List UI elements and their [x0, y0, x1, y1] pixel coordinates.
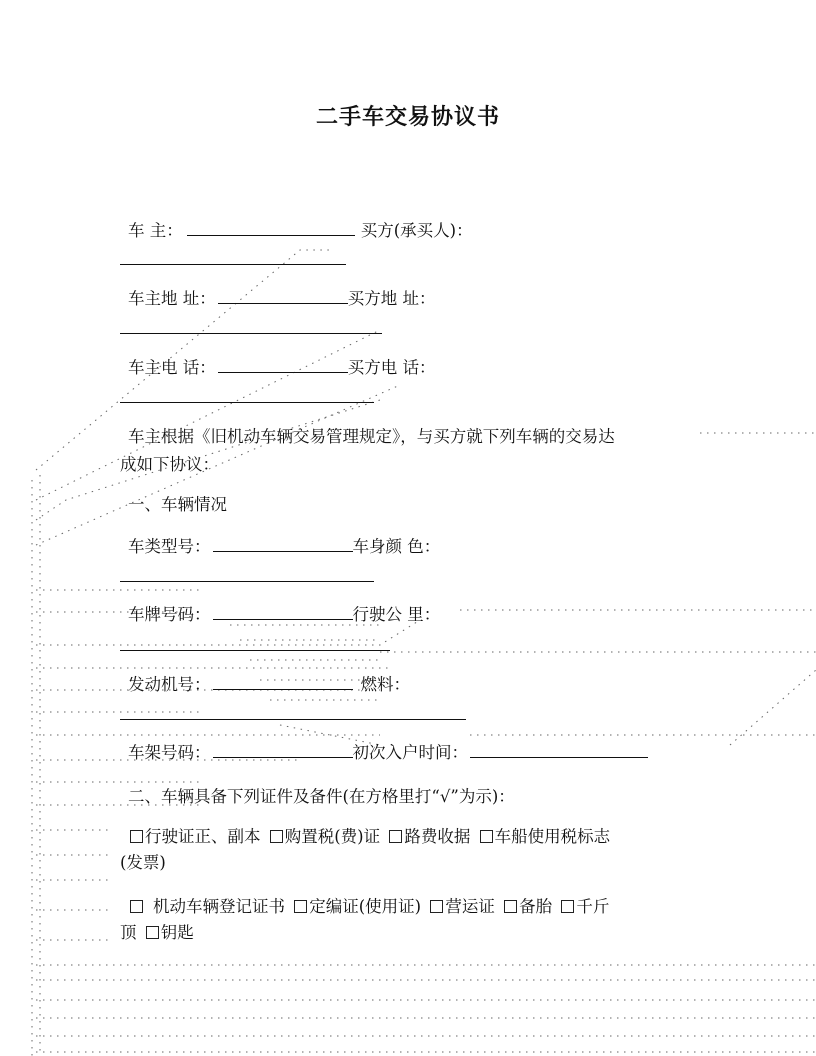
- owner-address-blank: [218, 288, 348, 304]
- doc-item-jack: 千斤: [576, 897, 610, 916]
- doc-item-license: 行驶证正、副本: [145, 827, 261, 846]
- model-blank: [213, 536, 353, 552]
- model-label: 车类型号：: [128, 537, 211, 556]
- doc-item-spare-tire: 备胎: [519, 897, 553, 916]
- engine-label: 发动机号：: [128, 675, 211, 694]
- frame-label: 车架号码：: [128, 743, 211, 762]
- register-blank: [470, 742, 648, 758]
- doc-item-jack-wrap: 顶: [120, 923, 137, 942]
- intro-line-2: 成如下协议：: [120, 455, 219, 474]
- buyer-blank: [120, 264, 346, 265]
- doc-item-invoice: (发票): [120, 853, 166, 872]
- doc-item-registration-cert: 机动车辆登记证书: [153, 897, 285, 916]
- checkbox-icon[interactable]: [561, 900, 574, 913]
- doc-item-quota-cert: 定编证(使用证): [309, 897, 422, 916]
- address-row: [128, 288, 436, 310]
- docs-group-2: [120, 894, 700, 946]
- mileage-label: 行驶公 里：: [352, 605, 441, 624]
- owner-blank: [187, 220, 355, 236]
- owner-row: [128, 220, 473, 242]
- section1-heading: 一、车辆情况: [128, 495, 227, 514]
- buyer-address-label: 买方地 址：: [347, 289, 436, 308]
- fuel-label: 燃料：: [360, 675, 410, 694]
- owner-label: 车 主：: [128, 221, 183, 240]
- document-title: 二手车交易协议书: [315, 105, 500, 130]
- checkbox-icon[interactable]: [130, 830, 143, 843]
- frame-blank: [213, 742, 353, 758]
- checkbox-icon[interactable]: [430, 900, 443, 913]
- checkbox-icon[interactable]: [294, 900, 307, 913]
- checkbox-icon[interactable]: [389, 830, 402, 843]
- checkbox-icon[interactable]: [504, 900, 517, 913]
- mileage-blank: [120, 650, 390, 651]
- buyer-address-blank: [120, 333, 382, 334]
- color-label: 车身颜 色：: [352, 537, 441, 556]
- frame-row: [128, 742, 648, 764]
- checkbox-icon[interactable]: [146, 926, 159, 939]
- doc-item-operation-cert: 营运证: [445, 897, 495, 916]
- plate-row: [128, 604, 440, 626]
- owner-address-label: 车主地 址：: [128, 289, 216, 308]
- plate-label: 车牌号码：: [128, 605, 211, 624]
- docs-group-1: [120, 824, 700, 876]
- owner-phone-label: 车主电 话：: [128, 358, 216, 377]
- doc-item-keys: 钥匙: [160, 923, 194, 942]
- fuel-blank: [120, 719, 466, 720]
- doc-item-vehicle-tax-sign: 车船使用税标志: [494, 827, 611, 846]
- checkbox-icon[interactable]: [270, 830, 283, 843]
- doc-item-purchase-tax: 购置税(费)证: [284, 827, 381, 846]
- phone-row: [128, 357, 436, 379]
- register-label: 初次入户时间：: [352, 743, 468, 762]
- section2-heading: 二、车辆具备下列证件及备件(在方格里打“√”为示)：: [128, 787, 515, 806]
- buyer-phone-label: 买方电 话：: [347, 358, 436, 377]
- engine-row: [128, 674, 410, 696]
- buyer-label: 买方(承买人)：: [360, 221, 473, 240]
- checkbox-icon[interactable]: [130, 900, 143, 913]
- model-row: [128, 536, 440, 558]
- doc-item-toll-receipt: 路费收据: [404, 827, 471, 846]
- plate-blank: [213, 604, 353, 620]
- checkbox-icon[interactable]: [480, 830, 493, 843]
- color-blank: [120, 581, 374, 582]
- intro-line-1: 车主根据《旧机动车辆交易管理规定》，与买方就下列车辆的交易达: [128, 427, 615, 446]
- owner-phone-blank: [218, 357, 348, 373]
- buyer-phone-blank: [120, 402, 374, 403]
- engine-blank: [213, 674, 353, 690]
